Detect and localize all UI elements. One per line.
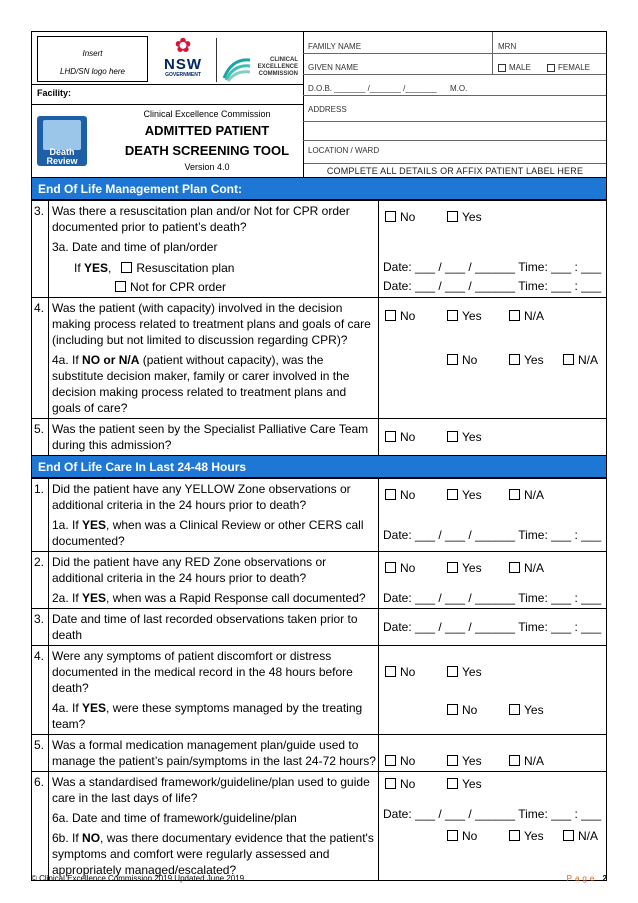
- yes-option[interactable]: Yes: [447, 487, 482, 503]
- checkbox-icon: [547, 64, 555, 72]
- no-option[interactable]: No: [385, 664, 415, 680]
- na-option[interactable]: N/A: [563, 352, 598, 368]
- mrn-label: MRN: [498, 42, 517, 51]
- question-text: Date and time of last recorded observations taken prior to death: [49, 609, 379, 646]
- na-option[interactable]: N/A: [509, 308, 544, 324]
- question-text: 3a. Date and time of plan/order: [52, 240, 218, 254]
- date-time-field[interactable]: Date: ___ / ___ / ______ Time: ___ : ___: [383, 807, 602, 821]
- address-field[interactable]: ADDRESS: [308, 105, 347, 114]
- nsw-government-logo: ✿ NSW GOVERNMENT: [152, 35, 214, 87]
- yes-option[interactable]: Yes: [447, 753, 482, 769]
- facility-label: Facility:: [37, 88, 72, 98]
- not-for-cpr-checkbox[interactable]: [115, 281, 126, 292]
- yes-option[interactable]: Yes: [447, 664, 482, 680]
- death-review-badge: Death Review: [37, 116, 87, 166]
- form-page: [31, 31, 607, 881]
- question-text: 6b. If NO, was there documentary evidence that the patient's symptoms and comfort were regularly assessed and appropriately managed/escalated?: [52, 831, 374, 877]
- table-row: 3. Date and time of last recorded observations taken prior to death Date: ___ / ___ / ______ Time: ___ : ___: [32, 609, 607, 646]
- cec-wave-icon: [222, 54, 252, 82]
- date-time-field[interactable]: Date: ___ / ___ / ______ Time: ___ : ___: [383, 260, 602, 274]
- yes-option[interactable]: Yes: [447, 560, 482, 576]
- table-row: 4. Was the patient (with capacity) involved in the decision making process related to treatment plans and goals of care (including but not limited to discussion regarding CPR)? 4a. If NO or N/A (patient without capacity), was the substitute decision maker, family or carer involved in the decision making process related to treatment plans and goals of care? No Yes N/A No Yes N/A: [32, 298, 607, 419]
- cec-logo: CLINICAL EXCELLENCE COMMISSION: [222, 52, 302, 86]
- question-text: 4a. If NO or N/A (patient without capacity), was the substitute decision maker, family or carer involved in the decision making process related to treatment plans and goals of care?: [52, 353, 350, 415]
- question-text: Was a formal medication management plan/guide used to manage the patient’s pain/symptoms in the last 24-72 hours?: [49, 735, 379, 772]
- waratah-icon: ✿: [174, 35, 192, 57]
- no-option[interactable]: No: [385, 487, 415, 503]
- no-option[interactable]: No: [385, 429, 415, 445]
- yes-option[interactable]: Yes: [447, 776, 482, 792]
- dob-field[interactable]: D.O.B. _______ /_______ /_______: [308, 84, 437, 93]
- date-time-field[interactable]: Date: ___ / ___ / ______ Time: ___ : ___: [383, 591, 602, 605]
- section-eol-care-header: End Of Life Care In Last 24-48 Hours: [31, 456, 607, 478]
- na-option[interactable]: N/A: [563, 828, 598, 844]
- no-option[interactable]: No: [385, 308, 415, 324]
- no-option[interactable]: No: [385, 776, 415, 792]
- checkbox-icon: [498, 64, 506, 72]
- mo-field[interactable]: M.O.: [450, 84, 468, 93]
- question-text: Did the patient have any RED Zone observations or additional criteria in the 24 hours prior to death?: [52, 555, 327, 585]
- no-option[interactable]: No: [447, 828, 477, 844]
- copyright-text: © Clinical Excellence Commission 2019 Updated June 2019: [31, 874, 245, 883]
- table-row: 1. Did the patient have any YELLOW Zone observations or additional criteria in the 24 hours prior to death? 1a. If YES, when was a Clinical Review or other CERS call documented? No Yes N/A Date: ___ / ___ / ______ Time: ___ : ___: [32, 479, 607, 552]
- date-time-field[interactable]: Date: ___ / ___ / ______ Time: ___ : ___: [383, 620, 602, 634]
- yes-option[interactable]: Yes: [447, 209, 482, 225]
- no-option[interactable]: No: [447, 352, 477, 368]
- location-ward-field[interactable]: LOCATION / WARD: [308, 146, 380, 155]
- form-title-line1: ADMITTED PATIENT: [144, 123, 270, 138]
- question-text: Were any symptoms of patient discomfort or distress documented in the medical record in the 48 hours before death?: [52, 649, 353, 695]
- yes-option[interactable]: Yes: [509, 828, 544, 844]
- section-eol-plan-header: End Of Life Management Plan Cont:: [31, 178, 607, 200]
- question-text: Was the patient seen by the Specialist Palliative Care Team during this admission?: [49, 419, 379, 456]
- question-text: 1a. If YES, when was a Clinical Review or other CERS call documented?: [52, 518, 364, 548]
- question-text: 2a. If YES, when was a Rapid Response call documented?: [52, 591, 366, 605]
- na-option[interactable]: N/A: [509, 753, 544, 769]
- page-footer: [31, 874, 607, 883]
- table-row: 4. Were any symptoms of patient discomfort or distress documented in the medical record in the 48 hours before death? 4a. If YES, were these symptoms managed by the treating team? No Yes No Yes: [32, 646, 607, 735]
- table-row: 5. Was the patient seen by the Specialist Palliative Care Team during this admission? No Yes: [32, 419, 607, 456]
- yes-option[interactable]: Yes: [447, 429, 482, 445]
- logo-placeholder: Insert LHD/SN logo here: [37, 36, 148, 82]
- family-name-label: FAMILY NAME: [308, 42, 362, 51]
- table-row: 5. Was a formal medication management plan/guide used to manage the patient’s pain/symptoms in the last 24-72 hours? No Yes N/A: [32, 735, 607, 772]
- patient-label-note: COMPLETE ALL DETAILS OR AFFIX PATIENT LABEL HERE: [304, 163, 606, 177]
- form-header: [31, 31, 607, 178]
- table-row: 6. Was a standardised framework/guideline/plan used to guide care in the last days of life? 6a. Date and time of framework/guideline/plan 6b. If NO, was there documentary evidence that the patient's symptoms and comfort were regularly assessed and appropriately managed/escalated? No Yes Date: ___ / ___ / ______ Time: ___ : ___ No Yes N/A: [32, 772, 607, 881]
- question-text: Was a standardised framework/guideline/plan used to guide care in the last days of life?: [52, 775, 370, 805]
- question-text: Was the patient (with capacity) involved in the decision making process related to treatment plans and goals of care (including but not limited to discussion regarding CPR)?: [52, 301, 371, 347]
- question-text: 6a. Date and time of framework/guideline/plan: [52, 811, 297, 825]
- date-time-field[interactable]: Date: ___ / ___ / ______ Time: ___ : ___: [383, 279, 602, 293]
- no-option[interactable]: No: [385, 209, 415, 225]
- question-text: 4a. If YES, were these symptoms managed by the treating team?: [52, 701, 363, 731]
- resuscitation-plan-checkbox[interactable]: [121, 262, 132, 273]
- table-row: 3. Was there a resuscitation plan and/or Not for CPR order documented prior to patient’s death? 3a. Date and time of plan/order If YES, Resuscitation plan Not for CPR order No Yes Date: ___ / ___ / ______ Time: ___ : ___ Date: ___ / ___ / ______ Time: ___ : ___: [32, 201, 607, 298]
- form-title-line2: DEATH SCREENING TOOL: [124, 143, 290, 158]
- page-number: Page 2: [566, 874, 607, 883]
- no-option[interactable]: No: [447, 702, 477, 718]
- yes-option[interactable]: Yes: [447, 308, 482, 324]
- female-checkbox[interactable]: FEMALE: [547, 63, 590, 72]
- date-time-field[interactable]: Date: ___ / ___ / ______ Time: ___ : ___: [383, 528, 602, 542]
- male-checkbox[interactable]: MALE: [498, 63, 531, 72]
- yes-option[interactable]: Yes: [509, 352, 544, 368]
- no-option[interactable]: No: [385, 753, 415, 769]
- eol-care-table: [31, 478, 607, 881]
- na-option[interactable]: N/A: [509, 487, 544, 503]
- cec-name: Clinical Excellence Commission: [143, 109, 271, 119]
- given-name-label: GIVEN NAME: [308, 63, 359, 72]
- yes-option[interactable]: Yes: [509, 702, 544, 718]
- clipboard-icon: [43, 120, 81, 150]
- version-label: Version 4.0: [184, 162, 230, 172]
- table-row: 2. Did the patient have any RED Zone observations or additional criteria in the 24 hours prior to death? 2a. If YES, when was a Rapid Response call documented? No Yes N/A Date: ___ / ___ / ______ Time: ___ : ___: [32, 552, 607, 609]
- question-text: Did the patient have any YELLOW Zone observations or additional criteria in the 24 hours prior to death?: [52, 482, 351, 512]
- eol-plan-table: [31, 200, 607, 456]
- na-option[interactable]: N/A: [509, 560, 544, 576]
- question-text: Was there a resuscitation plan and/or Not for CPR order documented prior to patient’s death?: [52, 204, 350, 234]
- no-option[interactable]: No: [385, 560, 415, 576]
